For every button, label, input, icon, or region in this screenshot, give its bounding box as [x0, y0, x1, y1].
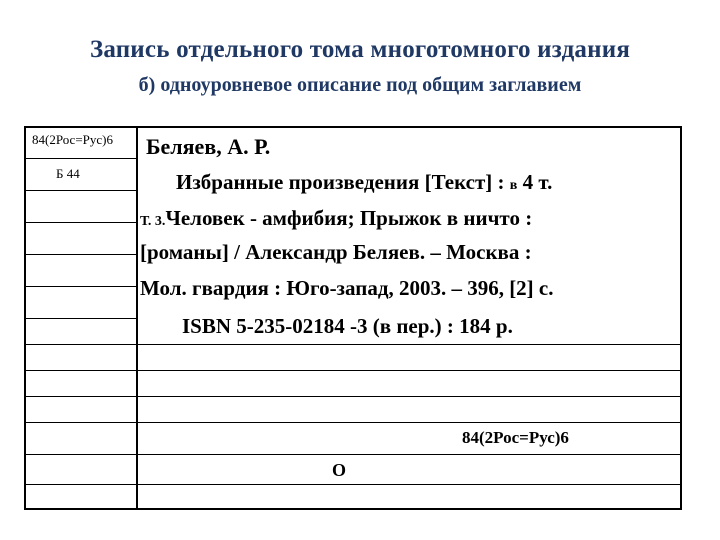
- card-author: Беляев, А. Р.: [146, 134, 271, 159]
- title-preposition: в: [509, 178, 518, 193]
- bottom-index-code: 84(2Рос=Рус)6: [462, 428, 569, 447]
- title-volumes: 4 т.: [522, 170, 553, 194]
- card-rule: [26, 222, 136, 223]
- card-rule: [26, 286, 136, 287]
- card-rule: [26, 318, 136, 319]
- card-isbn-line: ISBN 5-235-02184 -3 (в пер.) : 184 р.: [182, 314, 513, 338]
- card-vertical-divider: [136, 128, 138, 508]
- card-rule: [26, 190, 136, 191]
- card-rule: [26, 396, 680, 397]
- title-main: Избранные произведения [Текст] :: [176, 170, 505, 194]
- card-rule: [26, 422, 680, 423]
- author-mark: Б 44: [56, 166, 80, 181]
- volume-title: Человек - амфибия; Прыжок в ничто :: [165, 206, 533, 230]
- card-rule: [26, 370, 680, 371]
- card-title-line: [176, 170, 552, 195]
- card-rule: [26, 254, 136, 255]
- card-publication-line: Мол. гвардия : Юго-запад, 2003. – 396, [2] с.: [140, 276, 554, 300]
- volume-number: Т. 3.: [140, 214, 166, 229]
- bottom-mark: О: [332, 460, 347, 480]
- catalog-card: [24, 126, 682, 510]
- card-rule: [26, 344, 680, 345]
- card-rule: [26, 454, 680, 455]
- index-code: 84(2Рос=Рус)6: [32, 132, 113, 147]
- card-rule: [26, 158, 136, 159]
- page-subtitle: б) одноуровневое описание под общим заглавием: [138, 74, 582, 96]
- card-responsibility-line: [романы] / Александр Беляев. – Москва :: [140, 240, 532, 264]
- page-title: Запись отдельного тома многотомного издания: [89, 36, 631, 63]
- card-rule: [26, 484, 680, 485]
- card-volume-line: [140, 206, 532, 231]
